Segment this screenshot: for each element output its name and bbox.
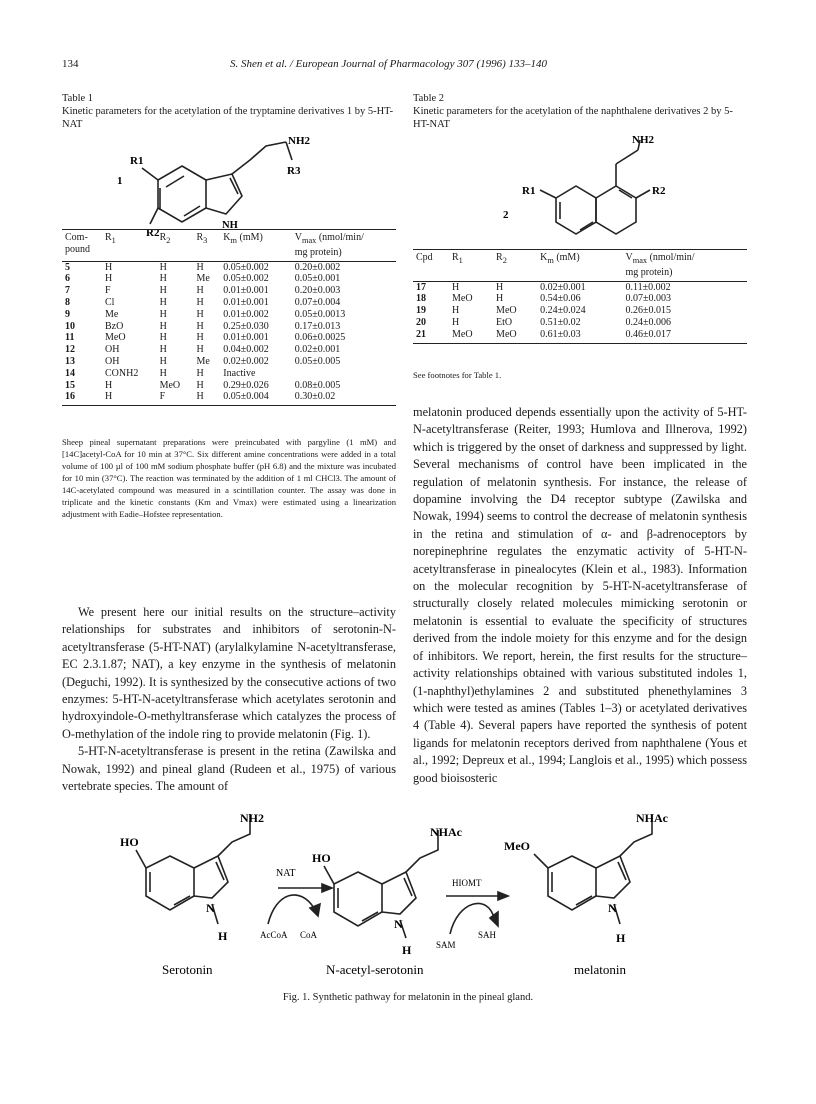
acetyl-coa: AcCoA [260,930,288,940]
table-cell: H [159,296,167,308]
table-row [62,285,396,297]
table-cell: 0.29±0.026 [223,379,269,391]
col-header: $R_1$ [449,250,493,280]
left-column-text [62,604,396,795]
serotonin-amine: NH2 [240,812,264,825]
table-cell: MeO [496,305,517,317]
table-cell: 0.01±0.002 [223,308,269,320]
table2-label: Table 2 [413,93,445,104]
table-cell: 0.51±0.02 [540,316,581,328]
table-cell: Me [196,273,210,285]
table-row [62,309,396,321]
serotonin-h: H [218,929,228,943]
table-cell: 15 [65,379,75,391]
melatonin-name: melatonin [574,962,626,977]
table-cell: 10 [65,320,75,332]
table-cell: 0.04±0.002 [223,344,269,356]
table-cell: 9 [65,308,70,320]
col-header: $R_3$ [193,230,220,260]
serotonin-name: Serotonin [162,962,213,977]
coa: CoA [300,930,318,940]
table-cell: 0.05±0.002 [223,261,269,273]
table-cell: 0.02±0.001 [294,344,341,356]
nacetyl-substituent: HO [312,851,331,865]
table-cell: Me [196,355,210,367]
table-cell: H [159,320,167,332]
table-cell: 0.05±0.0013 [294,308,346,320]
naphthylethylamine-structure [500,130,700,250]
table-row [62,391,396,405]
amine-label: NH2 [632,134,654,146]
table-cell [292,368,396,380]
table2-caption: Kinetic parameters for the acetylation of the naphthalene derivatives 2 by 5-HT-NAT [413,106,733,130]
table-cell: OH [105,344,120,356]
table-cell: 0.46±0.017 [622,329,747,343]
table-cell: 14 [65,367,75,379]
table-cell: H [452,281,460,293]
table-cell: 18 [416,293,426,305]
table-cell: H [159,344,167,356]
table-cell: BzO [105,320,124,332]
table-row [62,380,396,392]
table-cell: H [159,355,167,367]
col-header: $R_2$ [493,250,537,280]
r2-label: R2 [146,227,160,237]
table-cell: H [196,379,204,391]
table-cell: OH [105,355,120,367]
nacetyl-name: N-acetyl-serotonin [326,962,424,977]
table1-footnote: Sheep pineal supernatant preparations were preincubated with pargyline (1 mM) and [14C]acetyl-CoA for 10 min at 37°C. Six different amine concentrations were added in a total volume of 100 µl of 100 mM sodium phosphate buffer (pH 6.8) and the mixture was incubated for 10 min (37°C). The reaction was terminated by the addition of 1 ml CHCl3. The amount of 14C-acetylated compound was measured in a scintillation counter. The assay was done in triplicate and the kinetic constants (Km and Vmax) were estimated using a linearization adjustment with Eadie–Hofstee representation. [62,437,396,519]
table-row [413,305,747,317]
table-cell: H [159,285,167,297]
table-cell: 8 [65,296,70,308]
col-header: $K_m$ (mM) [537,250,622,280]
table-cell: 0.20±0.002 [294,261,341,273]
table-cell: 0.02±0.001 [540,281,586,293]
table-cell: Me [105,308,119,320]
table-cell: 0.01±0.001 [223,332,269,344]
table-row [62,321,396,333]
paragraph: 5-HT-N-acetyltransferase is present in the retina (Zawilska and Nowak, 1992) and pineal gland (Rudeen et al., 1975) of various vertebrate species. The amount of [62,744,396,794]
table-cell: 0.06±0.0025 [294,332,346,344]
table-cell: 0.54±0.06 [540,293,581,305]
melatonin-h: H [616,931,626,945]
figure1-pathway [100,812,740,992]
right-column-text [413,404,747,787]
paragraph: We present here our initial results on the structure–activity relationships for substrates and inhibitors of serotonin-N-acetyltransferase (5-HT-NAT) (arylalkylamine N-acetyltransferase, EC 2.3.1.87; NAT), a key enzyme in the synthesis of melatonin (Deguchi, 1992). It is synthesized by the consecutive actions of two enzymes: 5-HT-N-acetyltransferase which acetylates serotonin and hydroxyindole-O-methyltransferase which catalyzes the process of O-methylation of the indole ring to provide melatonin (Fig. 1). [62,605,396,741]
col-header: Cpd [413,250,449,280]
table-cell: 17 [416,281,426,293]
table-row [62,332,396,344]
melatonin-n: N [608,901,617,915]
table-row [62,261,396,273]
col-header: $V_{max}$ (nmol/min/ mg protein) [622,250,747,280]
table-cell: Cl [105,296,115,308]
table-cell: 7 [65,285,70,297]
table-cell: 0.05±0.002 [223,273,269,285]
table-cell: F [157,391,194,405]
amine-label: NH2 [288,135,310,147]
table-cell: MeO [493,329,537,343]
melatonin-amine: NHAc [636,812,668,825]
page-number: 134 [62,58,79,70]
compound-number-2: 2 [503,209,509,221]
table-cell: 0.07±0.003 [625,293,671,305]
table-row [62,368,396,380]
table-cell: 0.01±0.001 [223,296,269,308]
col-header: $R_1$ [102,230,157,260]
r3-label: R3 [287,165,301,177]
table1-label: Table 1 [62,93,94,104]
table-cell: H [196,344,204,356]
table-cell: 0.24±0.006 [625,316,671,328]
table-cell: H [159,367,167,379]
table-cell: H [105,379,113,391]
serotonin-n: N [206,901,215,915]
table-row [413,329,747,343]
table-cell: 6 [65,273,70,285]
table-cell: H [159,332,167,344]
table-cell: 0.24±0.024 [540,305,586,317]
sam: SAM [436,940,456,950]
nacetyl-h: H [402,943,412,957]
table-row [62,344,396,356]
table-cell: MeO [159,379,181,391]
table-cell: 0.30±0.02 [292,391,396,405]
table-cell: 0.05±0.001 [294,273,341,285]
table-cell: H [105,261,113,273]
table-cell: CONH2 [105,367,139,379]
table-cell: H [102,391,157,405]
table-cell: 0.25±0.030 [223,320,269,332]
table-cell: H [159,261,167,273]
table-cell: H [196,332,204,344]
nat-enzyme: NAT [276,868,296,879]
table-cell: 13 [65,355,75,367]
table-cell: 12 [65,344,75,356]
nh-label: NH [222,220,238,231]
table-row [413,317,747,329]
melatonin-substituent: MeO [504,839,530,853]
table-cell: 0.07±0.004 [294,296,341,308]
compound-number-1: 1 [117,175,123,187]
table1-caption: Kinetic parameters for the acetylation of the tryptamine derivatives 1 by 5-HT-NAT [62,106,394,130]
paragraph: melatonin produced depends essentially upon the activity of 5-HT-N-acetyltransferase (Reiter, 1993; Humlova and Illnerova, 1992) which is triggered by the onset of darkness and suppressed by light. Several mechanisms of control have been implicated in the regulation of melatonin synthesis. For instance, the release of dopamine involving the D4 receptor subtype (Zawilska and Nowak, 1994) seems to control the decrease of melatonin synthesis in the retina and stimulation of α- and β-adrenoceptors by norepinephrine regulates the enzymatic activity of 5-HT-N-acetyltransferase in pinealocytes (Klein et al., 1983). Information on the molecular recognition by 5-HT-N-acetyltransferase of structurally closely related molecules mimicking serotonin or melatonin is essential to evaluate the specificity of structures derived from the indole moiety for this enzyme and for the design of inhibitors. We report, herein, the first results for the structure–activity relationships obtained with various substituted indoles 1, (1-naphthyl)ethylamines 2 and substituted phenethylamines 3 which were tested as amines (Tables 1–3) or acetylated derivatives 4 (Table 4). Several papers have reported the synthesis of potent ligands for melatonin receptors derived from naphthalene (Yous et al., 1992; Depreux et al., 1994; Langlois et al., 1995) which possess good bioisosteric [413,405,747,785]
table-cell: 16 [62,391,102,405]
table-cell: H [193,391,220,405]
table-cell: H [105,273,113,285]
table-cell: H [452,316,460,328]
table-cell: H [496,293,504,305]
r1-label: R1 [522,185,536,197]
table-cell: H [452,305,460,317]
col-header: $K_m$ (mM) [220,230,291,260]
table-cell: 0.08±0.005 [294,379,341,391]
table-cell: F [105,285,111,297]
running-title: S. Shen et al. / European Journal of Pharmacology 307 (1996) 133–140 [230,58,548,70]
table-cell: 11 [65,332,75,344]
col-header: $V_{max}$ (nmol/min/ mg protein) [292,230,396,260]
col-header: $R_2$ [157,230,194,260]
sah: SAH [478,930,497,940]
table-cell: 0.05±0.004 [220,391,291,405]
table-cell: MeO [452,293,473,305]
table2 [413,249,747,344]
table-cell: 20 [416,316,426,328]
table-cell: 0.20±0.003 [294,285,341,297]
table-cell: 0.02±0.002 [223,355,269,367]
r2-label: R2 [652,185,666,197]
r1-label: R1 [130,155,144,167]
table-row [62,297,396,309]
table-cell: MeO [105,332,126,344]
serotonin-substituent: HO [120,835,139,849]
table-cell: Inactive [223,367,256,379]
table-cell: 0.17±0.013 [294,320,341,332]
table-cell: 0.05±0.005 [294,355,341,367]
table-cell: 19 [416,305,426,317]
table-cell: MeO [449,329,493,343]
hiomt-enzyme: HIOMT [452,878,482,888]
nacetyl-n: N [394,917,403,931]
table-cell: H [159,273,167,285]
col-header: Com- pound [62,230,102,260]
table-cell: 0.61±0.03 [537,329,622,343]
table-cell: 0.26±0.015 [625,305,671,317]
table-cell: H [196,261,204,273]
table-cell: EtO [496,316,513,328]
table1 [62,229,396,406]
table-cell: 21 [413,329,449,343]
figure1-caption: Fig. 1. Synthetic pathway for melatonin in the pineal gland. [282,992,534,1003]
table-cell: H [496,281,504,293]
table-cell: 0.01±0.001 [223,285,269,297]
table-cell: H [196,285,204,297]
table-cell: H [196,296,204,308]
table-row [413,281,747,293]
table-cell: H [196,308,204,320]
table-cell: H [196,320,204,332]
table-row [62,356,396,368]
table-row [413,293,747,305]
table-row [62,273,396,285]
table-cell: 0.11±0.002 [625,281,671,293]
nacetyl-amine: NHAc [430,825,462,839]
table-cell: H [159,308,167,320]
table-cell: H [196,367,204,379]
tryptamine-structure [100,132,340,237]
table2-footnote: See footnotes for Table 1. [413,370,502,380]
table-cell: 5 [65,261,70,273]
